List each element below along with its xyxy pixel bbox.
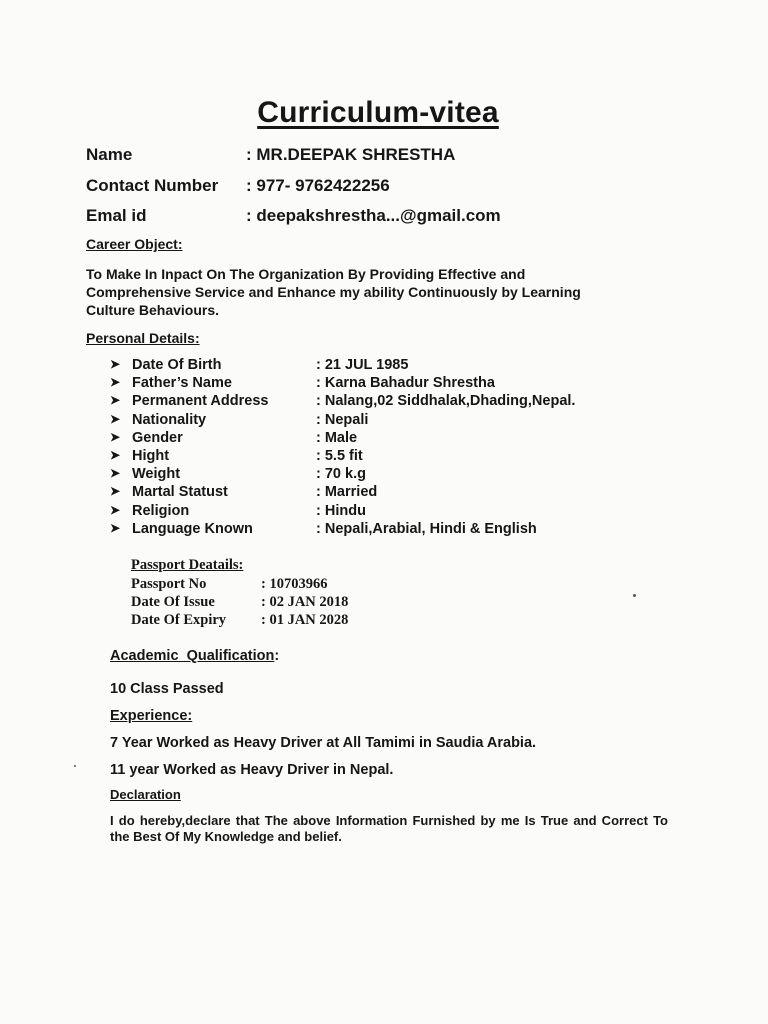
arrow-bullet-icon: ➤ [110, 447, 121, 462]
date-of-expiry-value: : 01 JAN 2028 [261, 612, 349, 628]
detail-label: Martal Statust [132, 484, 228, 501]
list-item [110, 521, 630, 539]
email-label: Emal id [86, 206, 147, 225]
declaration-heading: Declaration [110, 787, 181, 802]
list-item [110, 484, 630, 502]
academic-qualification-text: 10 Class Passed [110, 681, 224, 697]
arrow-bullet-icon: ➤ [110, 466, 121, 481]
detail-label: Nationality [132, 411, 207, 428]
list-item [110, 393, 630, 411]
contact-number-label: Contact Number [86, 176, 219, 195]
declaration-text: I do hereby,declare that The above Information Furnished by me Is True and Correct To the Best Of My Knowledge and belief. [110, 813, 668, 844]
arrow-bullet-icon: ➤ [110, 375, 121, 390]
detail-label: Date Of Birth [132, 357, 222, 373]
list-item [110, 430, 630, 448]
scan-speck [633, 594, 636, 597]
detail-label: Religion [132, 502, 190, 519]
list-item [110, 448, 630, 466]
list-item [110, 357, 630, 375]
detail-value: : Nepali,Arabial, Hindi & English [316, 520, 537, 537]
detail-label: Father’s Name [132, 375, 232, 392]
career-line: To Make In Inpact On The Organization By Providing Effective and [86, 266, 526, 282]
passport-no-value: : 10703966 [261, 576, 328, 592]
detail-label: Weight [132, 466, 181, 483]
arrow-bullet-icon: ➤ [110, 502, 121, 517]
career-line: Comprehensive Service and Enhance my ability Continuously by Learning [86, 284, 581, 300]
academic-heading-text: Academic Qualification [110, 648, 275, 664]
experience-heading: Experience: [110, 708, 193, 724]
academic-qualification-heading [110, 648, 279, 664]
arrow-bullet-icon: ➤ [110, 484, 121, 499]
arrow-bullet-icon: ➤ [110, 393, 121, 408]
detail-value: : 5.5 fit [316, 447, 363, 464]
academic-heading-suffix: : [274, 648, 280, 664]
arrow-bullet-icon: ➤ [110, 429, 121, 444]
list-item [110, 375, 630, 393]
detail-value: : Male [316, 429, 358, 446]
detail-value: : Nepali [316, 411, 369, 428]
career-line: Culture Behaviours. [86, 302, 220, 318]
arrow-bullet-icon: ➤ [110, 411, 121, 426]
detail-value: : Hindu [316, 502, 366, 519]
date-of-issue-label: Date Of Issue [131, 594, 215, 610]
detail-label: Language Known [132, 520, 253, 537]
detail-value: : 70 k.g [316, 466, 366, 483]
detail-label: Permanent Address [132, 393, 269, 410]
arrow-bullet-icon: ➤ [110, 357, 121, 371]
date-of-expiry-label: Date Of Expiry [131, 612, 227, 628]
arrow-bullet-icon: ➤ [110, 520, 121, 535]
passport-details-heading: Passport Deatails: [131, 557, 244, 573]
date-of-issue-value: : 02 JAN 2018 [261, 594, 349, 610]
name-value: : MR.DEEPAK SHRESTHA [246, 145, 456, 164]
detail-value: : 21 JUL 1985 [316, 357, 409, 373]
list-item [110, 503, 630, 521]
email-value: : deepakshrestha...@gmail.com [246, 206, 501, 225]
document-title: Curriculum-vitea [257, 96, 499, 129]
career-object-heading: Career Object: [86, 236, 183, 252]
experience-line: 7 Year Worked as Heavy Driver at All Tamimi in Saudia Arabia. [110, 735, 537, 751]
detail-value: : Karna Bahadur Shrestha [316, 375, 495, 392]
personal-details-list [110, 357, 630, 539]
detail-label: Hight [132, 447, 170, 464]
scan-speck [74, 765, 76, 767]
name-label: Name [86, 145, 133, 164]
list-item [110, 412, 630, 430]
list-item [110, 466, 630, 484]
detail-label: Gender [132, 429, 183, 446]
experience-line: 11 year Worked as Heavy Driver in Nepal. [110, 762, 394, 778]
passport-no-label: Passport No [131, 576, 207, 592]
contact-number-value: : 977- 9762422256 [246, 176, 390, 195]
career-object-text [86, 265, 581, 319]
personal-details-heading: Personal Details: [86, 330, 200, 346]
detail-value: : Married [316, 484, 378, 501]
detail-value: : Nalang,02 Siddhalak,Dhading,Nepal. [316, 393, 576, 410]
